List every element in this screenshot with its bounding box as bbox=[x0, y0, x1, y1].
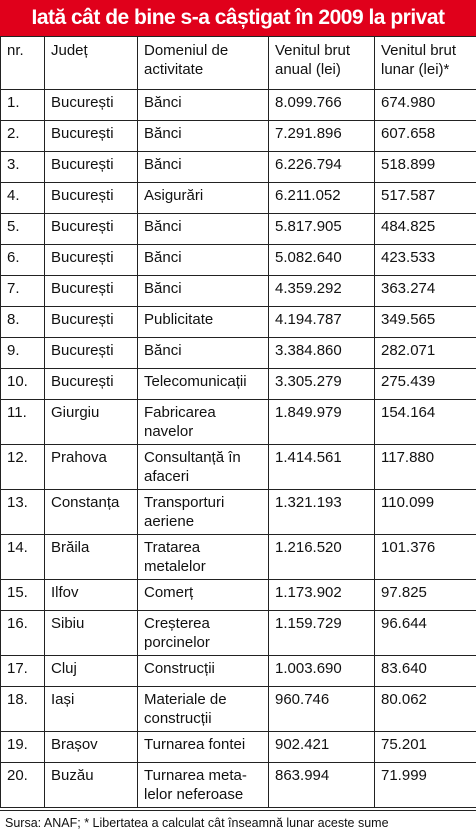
cell-venit-anual: 1.849.979 bbox=[269, 400, 375, 445]
cell-judet: București bbox=[45, 307, 138, 338]
cell-venit-lunar: 674.980 bbox=[375, 90, 476, 121]
cell-venit-anual: 1.321.193 bbox=[269, 490, 375, 535]
cell-venit-lunar: 80.062 bbox=[375, 687, 476, 732]
cell-domeniu: Fabricarea navelor bbox=[138, 400, 269, 445]
source-footnote: Sursa: ANAF; * Libertatea a calculat cât înseamnă lunar aceste sume bbox=[0, 810, 476, 835]
cell-domeniu: Bănci bbox=[138, 245, 269, 276]
cell-nr: 17. bbox=[1, 656, 45, 687]
cell-venit-lunar: 518.899 bbox=[375, 152, 476, 183]
cell-venit-lunar: 275.439 bbox=[375, 369, 476, 400]
cell-venit-anual: 1.003.690 bbox=[269, 656, 375, 687]
cell-venit-anual: 3.305.279 bbox=[269, 369, 375, 400]
cell-venit-lunar: 110.099 bbox=[375, 490, 476, 535]
header-judet: Județ bbox=[45, 37, 138, 90]
table-row bbox=[1, 121, 476, 152]
table-row bbox=[1, 183, 476, 214]
cell-domeniu: Bănci bbox=[138, 121, 269, 152]
cell-venit-anual: 4.359.292 bbox=[269, 276, 375, 307]
cell-nr: 15. bbox=[1, 580, 45, 611]
cell-judet: Giurgiu bbox=[45, 400, 138, 445]
cell-venit-lunar: 75.201 bbox=[375, 732, 476, 763]
cell-judet: Cluj bbox=[45, 656, 138, 687]
table-row bbox=[1, 580, 476, 611]
cell-domeniu: Bănci bbox=[138, 90, 269, 121]
cell-venit-lunar: 154.164 bbox=[375, 400, 476, 445]
cell-nr: 16. bbox=[1, 611, 45, 656]
cell-venit-anual: 5.817.905 bbox=[269, 214, 375, 245]
cell-domeniu: Tratarea metalelor bbox=[138, 535, 269, 580]
page-title: Iată cât de bine s-a câștigat în 2009 la privat bbox=[0, 0, 476, 36]
cell-nr: 1. bbox=[1, 90, 45, 121]
cell-domeniu: Publicitate bbox=[138, 307, 269, 338]
cell-venit-anual: 5.082.640 bbox=[269, 245, 375, 276]
cell-venit-anual: 960.746 bbox=[269, 687, 375, 732]
header-nr: nr. bbox=[1, 37, 45, 90]
cell-judet: București bbox=[45, 90, 138, 121]
table-row bbox=[1, 245, 476, 276]
cell-nr: 4. bbox=[1, 183, 45, 214]
cell-nr: 12. bbox=[1, 445, 45, 490]
cell-venit-anual: 1.216.520 bbox=[269, 535, 375, 580]
cell-nr: 11. bbox=[1, 400, 45, 445]
cell-venit-anual: 3.384.860 bbox=[269, 338, 375, 369]
cell-venit-anual: 6.226.794 bbox=[269, 152, 375, 183]
cell-venit-anual: 902.421 bbox=[269, 732, 375, 763]
cell-judet: București bbox=[45, 338, 138, 369]
table-row bbox=[1, 535, 476, 580]
cell-venit-lunar: 607.658 bbox=[375, 121, 476, 152]
cell-venit-anual: 1.173.902 bbox=[269, 580, 375, 611]
header-venit-lunar: Venitul brut lunar (lei)* bbox=[375, 37, 476, 90]
cell-judet: București bbox=[45, 276, 138, 307]
cell-judet: Brăila bbox=[45, 535, 138, 580]
table-header bbox=[1, 37, 476, 90]
table-row bbox=[1, 276, 476, 307]
cell-venit-lunar: 484.825 bbox=[375, 214, 476, 245]
cell-domeniu: Transporturi aeriene bbox=[138, 490, 269, 535]
cell-judet: Iași bbox=[45, 687, 138, 732]
table-body bbox=[1, 90, 476, 808]
cell-judet: București bbox=[45, 152, 138, 183]
cell-judet: Constanța bbox=[45, 490, 138, 535]
table-row bbox=[1, 90, 476, 121]
cell-venit-lunar: 363.274 bbox=[375, 276, 476, 307]
table-row bbox=[1, 763, 476, 808]
cell-nr: 19. bbox=[1, 732, 45, 763]
cell-nr: 7. bbox=[1, 276, 45, 307]
cell-venit-lunar: 282.071 bbox=[375, 338, 476, 369]
cell-venit-lunar: 96.644 bbox=[375, 611, 476, 656]
table-row bbox=[1, 490, 476, 535]
cell-domeniu: Turnarea fontei bbox=[138, 732, 269, 763]
cell-domeniu: Consultanță în afaceri bbox=[138, 445, 269, 490]
cell-nr: 9. bbox=[1, 338, 45, 369]
cell-domeniu: Comerț bbox=[138, 580, 269, 611]
cell-nr: 14. bbox=[1, 535, 45, 580]
table-row bbox=[1, 656, 476, 687]
cell-nr: 13. bbox=[1, 490, 45, 535]
cell-domeniu: Bănci bbox=[138, 214, 269, 245]
cell-domeniu: Turnarea meta-lelor neferoase bbox=[138, 763, 269, 808]
cell-judet: Prahova bbox=[45, 445, 138, 490]
table-row bbox=[1, 338, 476, 369]
cell-domeniu: Creșterea porcinelor bbox=[138, 611, 269, 656]
cell-venit-anual: 4.194.787 bbox=[269, 307, 375, 338]
header-domeniu: Domeniul de activitate bbox=[138, 37, 269, 90]
cell-nr: 20. bbox=[1, 763, 45, 808]
table-row bbox=[1, 687, 476, 732]
salary-table bbox=[0, 36, 476, 808]
table-row bbox=[1, 307, 476, 338]
cell-venit-anual: 1.159.729 bbox=[269, 611, 375, 656]
cell-nr: 5. bbox=[1, 214, 45, 245]
cell-venit-lunar: 117.880 bbox=[375, 445, 476, 490]
cell-nr: 6. bbox=[1, 245, 45, 276]
cell-domeniu: Asigurări bbox=[138, 183, 269, 214]
table-row bbox=[1, 400, 476, 445]
cell-venit-lunar: 349.565 bbox=[375, 307, 476, 338]
cell-nr: 2. bbox=[1, 121, 45, 152]
cell-nr: 10. bbox=[1, 369, 45, 400]
cell-judet: București bbox=[45, 214, 138, 245]
cell-domeniu: Bănci bbox=[138, 338, 269, 369]
cell-domeniu: Telecomunicații bbox=[138, 369, 269, 400]
table-row bbox=[1, 611, 476, 656]
cell-domeniu: Bănci bbox=[138, 152, 269, 183]
cell-judet: Sibiu bbox=[45, 611, 138, 656]
cell-venit-anual: 863.994 bbox=[269, 763, 375, 808]
header-venit-anual: Venitul brut anual (lei) bbox=[269, 37, 375, 90]
cell-judet: București bbox=[45, 183, 138, 214]
cell-venit-anual: 6.211.052 bbox=[269, 183, 375, 214]
cell-venit-lunar: 83.640 bbox=[375, 656, 476, 687]
cell-domeniu: Materiale de construcții bbox=[138, 687, 269, 732]
cell-judet: București bbox=[45, 121, 138, 152]
cell-domeniu: Construcții bbox=[138, 656, 269, 687]
cell-venit-lunar: 423.533 bbox=[375, 245, 476, 276]
cell-judet: București bbox=[45, 245, 138, 276]
cell-judet: Buzău bbox=[45, 763, 138, 808]
cell-venit-lunar: 71.999 bbox=[375, 763, 476, 808]
cell-judet: București bbox=[45, 369, 138, 400]
table-row bbox=[1, 214, 476, 245]
cell-nr: 8. bbox=[1, 307, 45, 338]
table-row bbox=[1, 369, 476, 400]
cell-domeniu: Bănci bbox=[138, 276, 269, 307]
cell-nr: 18. bbox=[1, 687, 45, 732]
cell-nr: 3. bbox=[1, 152, 45, 183]
table-row bbox=[1, 152, 476, 183]
table-row bbox=[1, 445, 476, 490]
cell-venit-anual: 8.099.766 bbox=[269, 90, 375, 121]
cell-judet: Brașov bbox=[45, 732, 138, 763]
cell-venit-anual: 7.291.896 bbox=[269, 121, 375, 152]
cell-venit-lunar: 101.376 bbox=[375, 535, 476, 580]
table-row bbox=[1, 732, 476, 763]
cell-venit-anual: 1.414.561 bbox=[269, 445, 375, 490]
cell-venit-lunar: 97.825 bbox=[375, 580, 476, 611]
cell-venit-lunar: 517.587 bbox=[375, 183, 476, 214]
cell-judet: Ilfov bbox=[45, 580, 138, 611]
